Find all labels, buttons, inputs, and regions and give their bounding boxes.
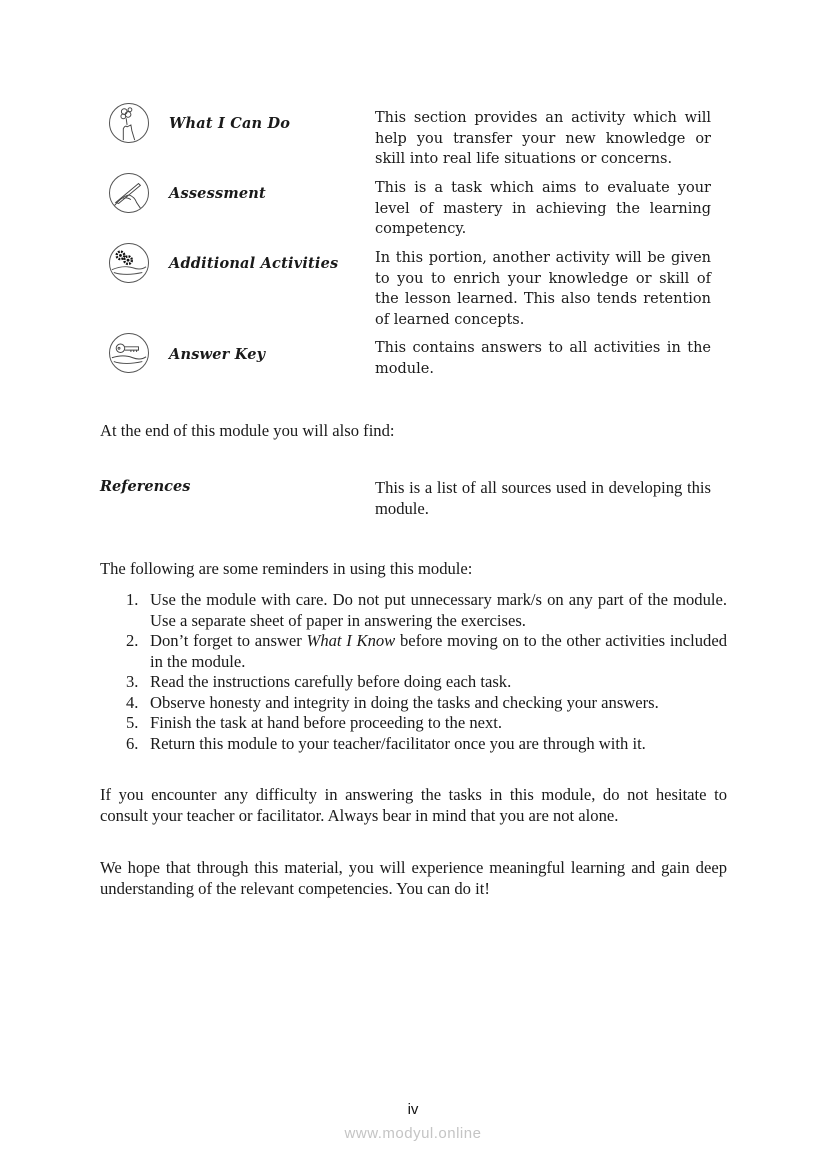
hand-writing-pen-icon (109, 173, 149, 213)
reminder-number: 2. (126, 631, 139, 650)
section-description: This section provides an activity which will help you transfer your new knowledge or skill into real life situations or concerns. (375, 110, 711, 167)
reminder-item (100, 590, 727, 631)
reminder-item (100, 672, 727, 693)
reminder-number: 3. (126, 672, 139, 691)
reminder-number: 6. (126, 733, 139, 753)
section-title: What I Can Do (169, 115, 291, 132)
references-description: This is a list of all sources used in developing this module. (375, 478, 711, 518)
page-number: iv (407, 1101, 419, 1118)
reminder-text: Use the module with care. Do not put unnecessary mark/s on any part of the module. Use a separate sheet of paper in answering the exercises. (150, 590, 727, 630)
reminders-intro: The following are some reminders in using this module: (100, 559, 473, 578)
references-title: References (100, 478, 191, 495)
encouragement-paragraph: We hope that through this material, you will experience meaningful learning and gain deep understanding of the relevant competencies. You can do it! (100, 858, 727, 898)
reminder-text: Observe honesty and integrity in doing the tasks and checking your answers. (150, 692, 659, 712)
reminder-text: before moving on to the other activities included in the module. (150, 631, 727, 671)
reminder-number: 5. (126, 713, 139, 732)
reminder-emphasis: What I Know (306, 631, 396, 650)
reminder-text: Finish the task at hand before proceeding to the next. (150, 713, 503, 732)
reminders-list (100, 590, 727, 754)
section-title: Answer Key (169, 346, 266, 363)
section-title: Additional Activities (169, 255, 339, 272)
reminder-text: Return this module to your teacher/facilitator once you are through with it. (150, 733, 646, 753)
reminder-number: 1. (126, 590, 139, 609)
reminder-number: 4. (126, 692, 139, 712)
section-description: This is a task which aims to evaluate your level of mastery in achieving the learning competency. (375, 180, 711, 237)
hand-holding-flowers-icon (109, 103, 149, 143)
section-description: In this portion, another activity will be given to you to enrich your knowledge or skill of the lesson learned. This also tends retention of learned concepts. (375, 250, 711, 328)
section-title: Assessment (169, 185, 266, 202)
reminder-item (100, 693, 727, 714)
watermark: www.modyul.online (344, 1125, 482, 1142)
reminder-item (100, 734, 727, 755)
end-of-module-intro: At the end of this module you will also find: (100, 421, 395, 440)
reminder-item (100, 713, 727, 734)
reminder-text: Read the instructions carefully before doing each task. (150, 672, 512, 691)
hand-holding-key-icon (109, 333, 149, 373)
reminder-item (100, 631, 727, 672)
hand-with-gears-icon (109, 243, 149, 283)
difficulty-paragraph: If you encounter any difficulty in answering the tasks in this module, do not hesitate to consult your teacher or facilitator. Always bear in mind that you are not alone. (100, 785, 727, 825)
section-description: This contains answers to all activities in the module. (375, 340, 711, 377)
reminder-text: Don’t forget to answer (150, 631, 307, 650)
